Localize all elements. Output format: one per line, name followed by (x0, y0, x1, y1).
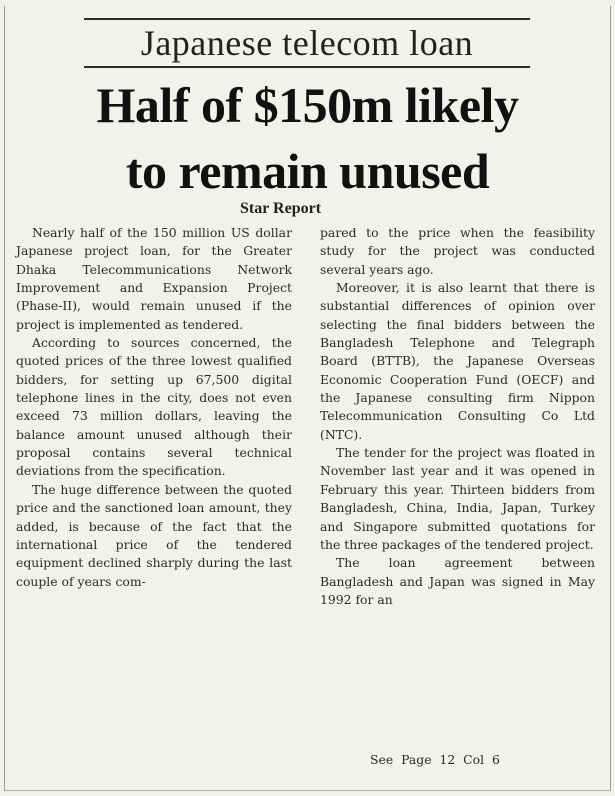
paragraph: pared to the price when the feasibility study for the project was conducted several years ago. (320, 225, 595, 277)
kicker-band (84, 18, 530, 68)
continuation-line: See Page 12 Col 6 (370, 752, 500, 767)
paragraph: Moreover, it is also learnt that there is substantial differences of opinion over selecting the final bidders between the Bangladesh Telephone and Telegraph Board (BTTB), the Japanese Overseas Economic Cooperation Fund (OECF) and the Japanese consulting firm Nippon Telecommunication Consulting Co Ltd (NTC). (320, 280, 595, 442)
kicker: Japanese telecom loan (140, 23, 474, 63)
paragraph: The huge difference between the quoted price and the sanctioned loan amount, they added, is because of the fact that the international price of the tendered equipment declined sharply during the last couple of years com- (16, 481, 292, 589)
paragraph: The tender for the project was floated in November last year and it was opened in February this year. Thirteen bidders from Bangladesh, China, India, Japan, Turkey and Singapore submitted quotations for the three packages of the tendered project. (320, 445, 595, 552)
paragraph: The loan agreement between Bangladesh and Japan was signed in May 1992 for an (320, 555, 595, 607)
headline-line-2: to remain unused (125, 143, 490, 199)
headline-line-1: Half of $150m likely (96, 77, 519, 133)
article-column-1 (16, 224, 292, 591)
article-column-2 (320, 224, 595, 609)
paragraph: Nearly half of the 150 million US dollar Japanese project loan, for the Greater Dhaka Telecommunications Network Improvement and Expansion Project (Phase-II), would remain unused if the project is implemented as tendered. (16, 225, 292, 332)
byline: Star Report (240, 200, 322, 217)
paragraph: According to sources concerned, the quoted prices of the three lowest qualified bidders, for setting up 67,500 digital telephone lines in the city, does not even exceed 73 million dollars, leaving the balance amount unused although their proposal contains several technical deviations from the specification. (16, 335, 292, 479)
